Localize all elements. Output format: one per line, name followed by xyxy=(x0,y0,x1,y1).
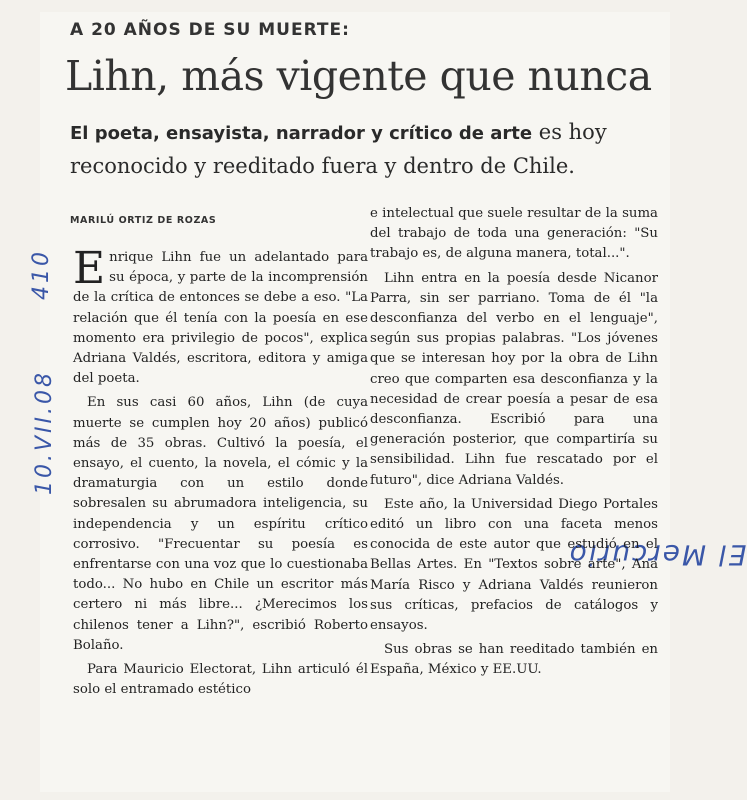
subhead-bold: El poeta, ensayista, narrador y crítico de arte xyxy=(70,123,533,144)
dropcap: E xyxy=(73,243,106,294)
paragraph: En sus casi 60 años, Lihn (de cuya muerte se cumplen hoy 20 años) publicó más de 35 obras. Cultivó la poesía, el ensayo, el cuento, la novela, el cómic y la dramaturgia con un estilo donde sobresalen su abrumadora inteligencia, su independencia y un espíritu crítico corrosivo. "Frecuentar su poesía es enfrentarse con una voz que lo cuestionaba todo... No hubo en Chile un escritor más certero ni más libre... ¿Merecimos los chilenos tener a Lihn?", escribió Roberto Bolaño. xyxy=(73,395,368,653)
kicker: A 20 AÑOS DE SU MUERTE: xyxy=(70,20,350,40)
handwritten-annotation: El Mercurio xyxy=(567,538,747,572)
article-column-2 xyxy=(370,204,658,685)
paragraph: Este año, la Universidad Diego Portales editó un libro con una faceta menos conocida de este autor que estudió en el Bellas Artes. En "Textos sobre arte", Ana María Risco y Adriana Valdés reunieron sus críticas, prefacios de catálogos y ensayos. xyxy=(370,496,658,634)
paragraph: Sus obras se han reeditado también en España, México y EE.UU. xyxy=(370,642,658,678)
paragraph: Para Mauricio Electorat, Lihn articuló él solo el entramado estético xyxy=(73,662,368,698)
handwritten-page: 410 xyxy=(29,249,54,300)
handwritten-date: 10.VII.08 xyxy=(32,369,58,496)
paragraph: Lihn entra en la poesía desde Nicanor Parra, sin ser parriano. Toma de él "la desconfianza del verbo en el lenguaje", según sus propias palabras. "Los jóvenes que se interesan hoy por la obra de Lihn creo que comparten esa desconfianza y la necesidad de crear poesía a pesar de esa desconfianza. Escribió para una generación posterior, que compartiría su sensibilidad. Lihn fue rescatado por el futuro", dice Adriana Valdés. xyxy=(370,270,658,488)
headline: Lihn, más vigente que nunca xyxy=(65,52,652,100)
subhead-rest: es hoy reconocido y reeditado fuera y dentro de Chile. xyxy=(70,120,607,178)
article-column-1 xyxy=(73,243,368,704)
paragraph: Enrique Lihn fue un adelantado para su época, y parte de la incomprensión de la crítica de entonces se debe a eso. "La relación que él tenía con la poesía en ese momento era privilegio de pocos", explica Adriana Valdés, escritora, editora y amiga del poeta. xyxy=(73,243,368,387)
subhead xyxy=(70,116,670,183)
paragraph: e intelectual que suele resultar de la suma del trabajo de toda una generación: "Su trabajo es, de alguna manera, total...". xyxy=(370,206,658,262)
byline: MARILÚ ORTIZ DE ROZAS xyxy=(70,215,217,226)
